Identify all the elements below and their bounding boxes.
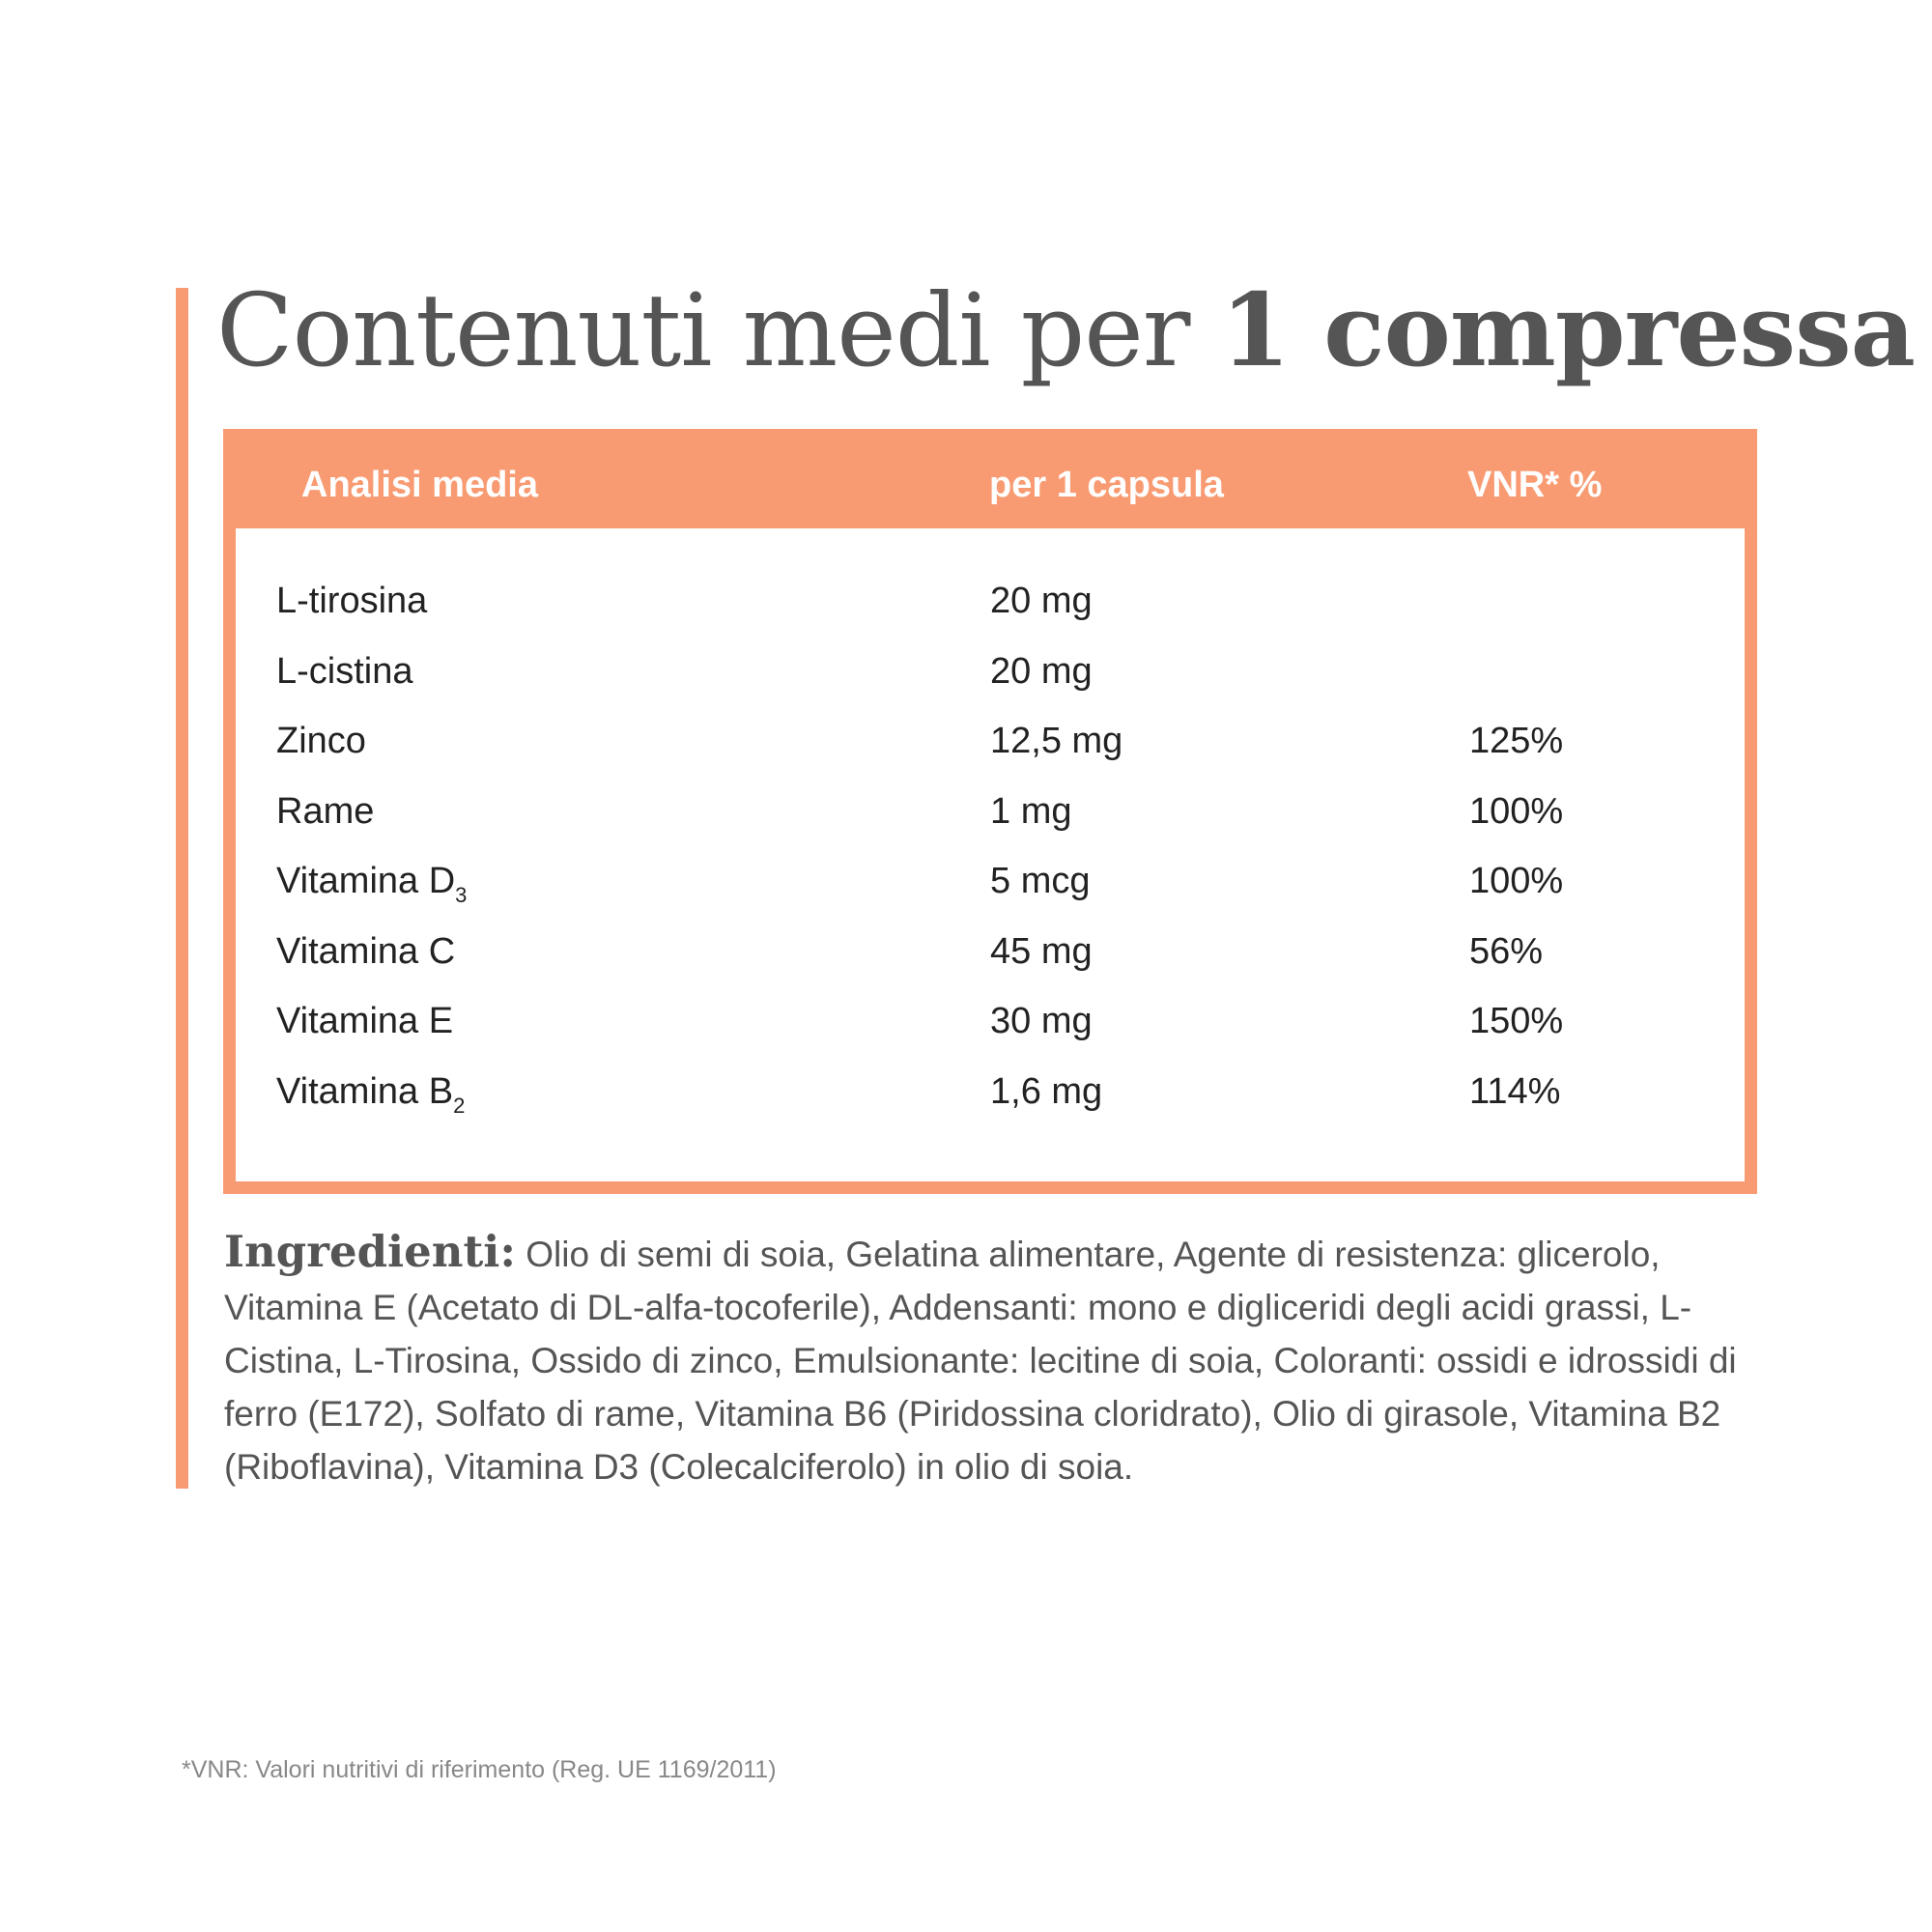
nutrient-name: Rame — [276, 790, 375, 832]
page-title-bold: 1 compressa — [1220, 270, 1916, 389]
header-analisi-media: Analisi media — [301, 465, 538, 505]
nutrient-amount: 5 mcg — [990, 861, 1091, 901]
nutrient-vnr: 114% — [1469, 1070, 1561, 1112]
nutrient-name: Zinco — [276, 721, 366, 761]
accent-bar — [176, 288, 188, 1489]
table-row — [236, 917, 1745, 987]
header-vnr: VNR* % — [1467, 465, 1603, 505]
nutrient-name: Vitamina $D_3$ — [276, 861, 468, 907]
nutrient-amount: 20 mg — [990, 650, 1093, 692]
ingredients-list: Olio di semi di soia, Gelatina alimentare, Agente di resistenza: glicerolo, Vitamina E (Acetato di DL-alfa-tocoferile), Addensanti: mono e digliceridi degli acidi grassi, L-Cistina, L-Tirosina, Ossido di zinco, Emulsionante: lecitine di soia, Coloranti: ossidi e idrossidi di ferro (E172), Solfato di rame, Vitamina B6 (Piridossina cloridrato), Olio di girasole, Vitamina B2 (Riboflavina), Vitamina D3 (Colecalciferolo) in olio di soia. — [224, 1235, 1737, 1487]
nutrition-table — [223, 429, 1757, 1194]
nutrient-vnr: 150% — [1469, 1001, 1564, 1041]
header-per-capsula: per 1 capsula — [989, 465, 1224, 505]
nutrient-amount: 30 mg — [990, 1001, 1093, 1041]
table-body — [236, 566, 1745, 1126]
table-row — [236, 637, 1745, 707]
table-row — [236, 1057, 1745, 1127]
table-header — [236, 441, 1745, 528]
table-row — [236, 566, 1745, 637]
table-row — [236, 706, 1745, 777]
nutrient-amount: 1,6 mg — [990, 1070, 1103, 1112]
nutrient-name: L-cistina — [276, 650, 413, 692]
table-row — [236, 777, 1745, 847]
nutrient-name: L-tirosina — [276, 581, 428, 621]
nutrient-name: Vitamina C — [276, 930, 456, 972]
nutrient-amount: 12,5 mg — [990, 721, 1123, 761]
table-row — [236, 846, 1745, 917]
table-row — [236, 986, 1745, 1057]
nutrient-vnr: 125% — [1469, 721, 1564, 761]
nutrient-vnr: 100% — [1469, 790, 1564, 832]
nutrient-name: Vitamina E — [276, 1001, 454, 1041]
nutrient-amount: 1 mg — [990, 790, 1072, 832]
nutrient-vnr: 56% — [1469, 930, 1544, 972]
ingredients-label: Ingredienti: — [224, 1226, 516, 1277]
page-title — [216, 263, 1915, 398]
nutrient-vnr: 100% — [1469, 861, 1564, 901]
nutrient-amount: 45 mg — [990, 930, 1093, 972]
nutrient-name: Vitamina $B_2$ — [276, 1070, 466, 1118]
ingredients-text — [224, 1225, 1775, 1493]
page-title-regular: Contenuti medi per — [216, 271, 1221, 389]
nutrient-amount: 20 mg — [990, 581, 1093, 621]
vnr-footnote: *VNR: Valori nutritivi di riferimento (Reg. UE 1169/2011) — [182, 1756, 777, 1783]
